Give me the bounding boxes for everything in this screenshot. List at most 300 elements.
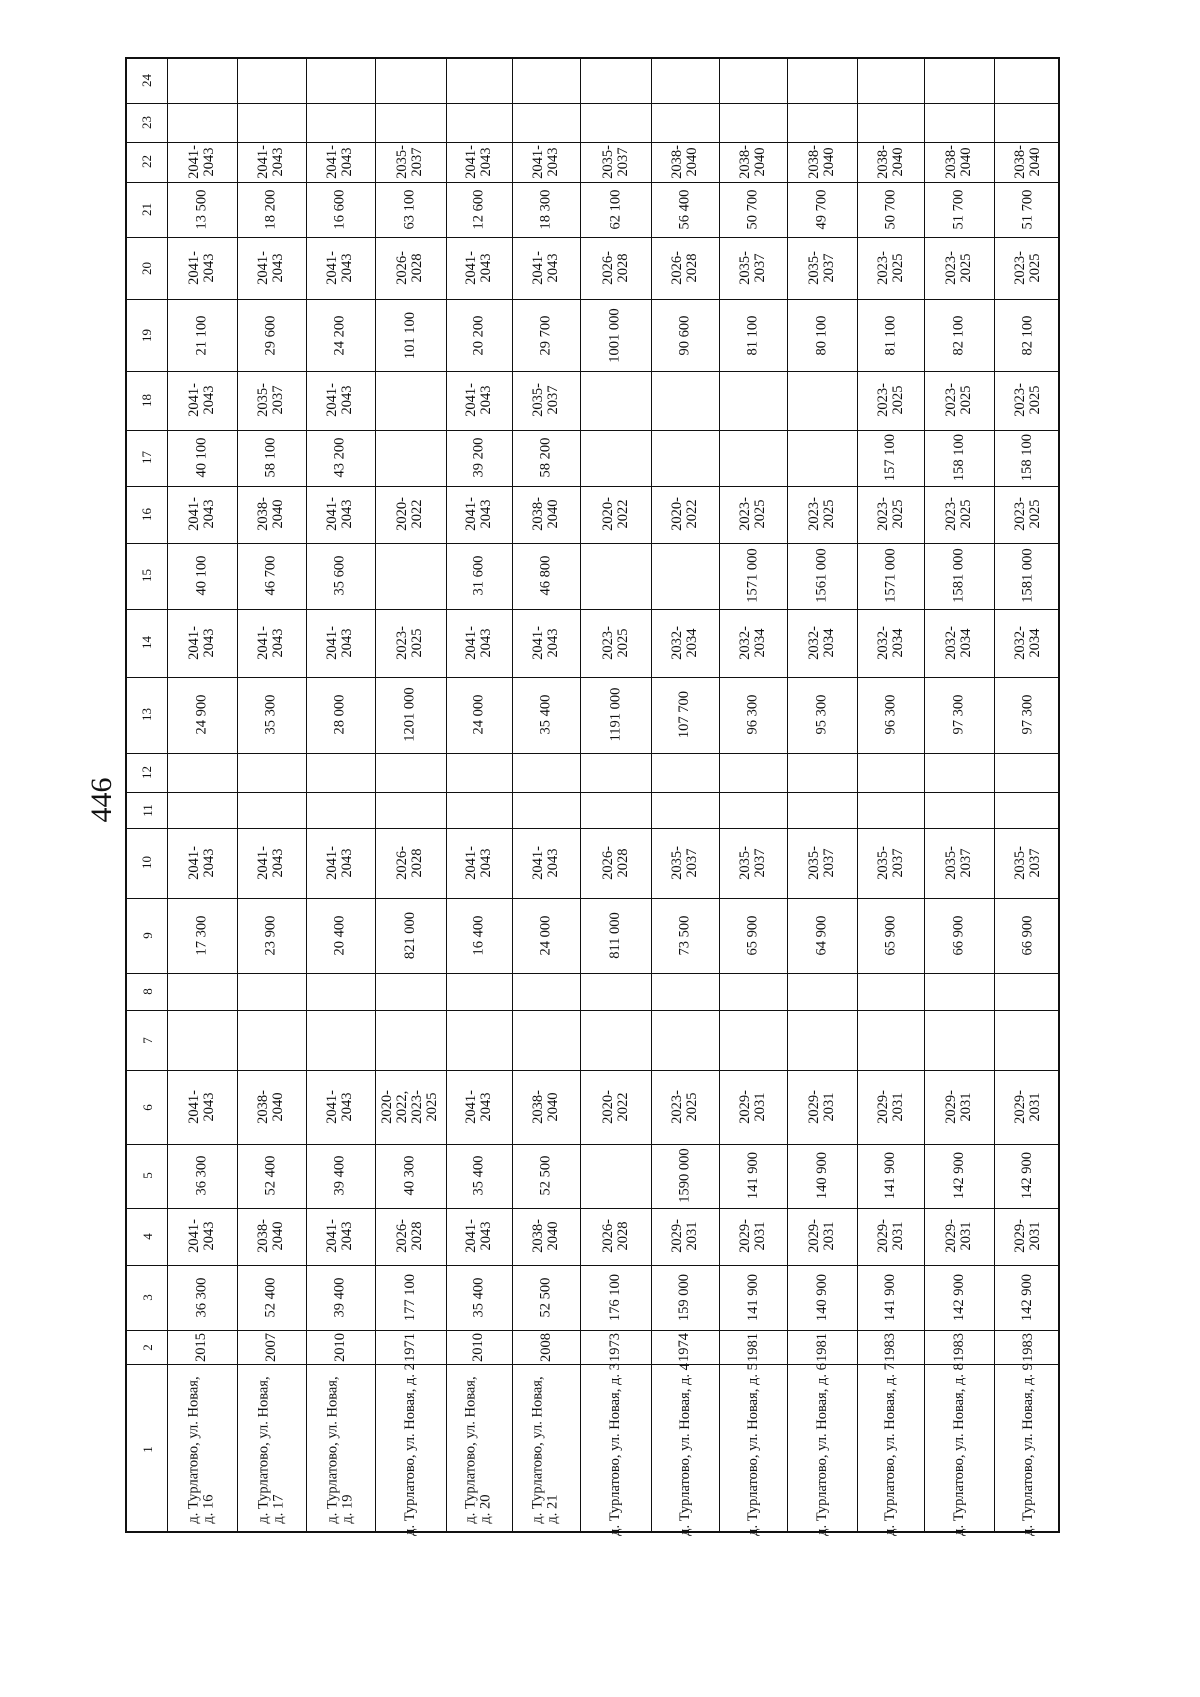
cell-value: 1983 (882, 1332, 899, 1362)
table-cell (580, 1265, 650, 1330)
cell-value: 2041- 2043 (185, 383, 217, 418)
cell-value: д. Турлатово, ул. Новая, д. 17 (255, 1376, 287, 1524)
cell-value: 2041- 2043 (185, 497, 217, 532)
cell-value: 2035- 2037 (668, 845, 700, 880)
table-cell (446, 299, 512, 371)
cell-value: 142 900 (950, 1152, 967, 1200)
cell-value: 18 300 (537, 189, 554, 230)
table-cell (651, 677, 720, 754)
table-cell (580, 1330, 650, 1364)
table-cell (446, 371, 512, 430)
table-cell (924, 543, 994, 609)
column-number: 14 (139, 636, 155, 650)
cell-value: 2023- 2025 (668, 1090, 700, 1125)
cell-value: 21 100 (193, 315, 210, 355)
table-cell (994, 543, 1062, 609)
cell-value: 2023- 2025 (874, 383, 906, 418)
cell-value: 2041- 2043 (324, 497, 356, 532)
table-cell (167, 371, 237, 430)
table-cell (994, 299, 1062, 371)
table-cell (237, 543, 306, 609)
cell-value: 2020- 2022 (668, 497, 700, 532)
cell-value: 1974 (676, 1332, 693, 1362)
cell-value: 2038- 2040 (806, 144, 838, 179)
cell-value: 23 900 (262, 915, 279, 956)
table-cell (512, 1265, 581, 1330)
cell-value: 142 900 (1019, 1152, 1036, 1200)
cell-value: 2023- 2025 (737, 497, 769, 532)
cell-value: 82 100 (1019, 315, 1036, 355)
cell-value: 90 600 (676, 315, 693, 355)
cell-value: д. Турлатово, ул. Новая, д. 19 (324, 1376, 356, 1524)
table-cell (580, 1364, 650, 1535)
cell-value: 1973 (606, 1332, 623, 1362)
cell-value: 2038- 2040 (943, 144, 975, 179)
table-cell (306, 299, 375, 371)
column-number: 7 (139, 1037, 155, 1044)
cell-value: 2041- 2043 (185, 144, 217, 179)
cell-value: 2041- 2043 (324, 1090, 356, 1125)
table-cell (651, 486, 720, 543)
cell-value: 31 600 (470, 556, 487, 596)
table-cell (787, 486, 857, 543)
table-cell (651, 1330, 720, 1364)
table-cell (446, 543, 512, 609)
cell-value: 1191 000 (606, 688, 623, 742)
cell-value: 2041- 2043 (462, 144, 494, 179)
cell-value: 1981 (813, 1332, 830, 1362)
table-cell (651, 898, 720, 974)
table-cell (167, 237, 237, 299)
table-cell (306, 182, 375, 237)
table-cell (994, 142, 1062, 183)
cell-value: 2035- 2037 (806, 251, 838, 286)
table-cell (306, 486, 375, 543)
cell-value: 46 700 (262, 556, 279, 596)
cell-value: 2032- 2034 (943, 625, 975, 660)
table-header-cell (127, 898, 167, 974)
column-number: 3 (139, 1294, 155, 1301)
cell-value: 58 200 (537, 437, 554, 478)
table-cell (375, 486, 446, 543)
cell-value: 56 400 (676, 189, 693, 230)
cell-value: 2038- 2040 (255, 1090, 287, 1125)
cell-value: 52 400 (262, 1277, 279, 1318)
cell-value: 2026- 2028 (599, 1219, 631, 1254)
cell-value: 2032- 2034 (737, 625, 769, 660)
table-cell (857, 1364, 924, 1535)
table-cell (237, 1208, 306, 1265)
cell-value: 58 100 (262, 437, 279, 478)
table-cell (924, 142, 994, 183)
column-number: 24 (139, 74, 155, 88)
column-number: 22 (139, 155, 155, 169)
cell-value: 2020- 2022, 2023- 2025 (379, 1090, 441, 1125)
column-number: 9 (139, 932, 155, 939)
table-cell (167, 543, 237, 609)
table-cell (719, 1208, 787, 1265)
cell-value: 2023- 2025 (943, 497, 975, 532)
cell-value: д. Турлатово, ул. Новая, д. 3 (607, 1363, 623, 1536)
table-cell (167, 1208, 237, 1265)
cell-value: 2010 (331, 1332, 348, 1362)
column-number: 5 (139, 1172, 155, 1180)
table-cell (994, 237, 1062, 299)
cell-value: 2041- 2043 (324, 144, 356, 179)
cell-value: 2041- 2043 (185, 1090, 217, 1125)
cell-value: 66 900 (1019, 915, 1036, 956)
cell-value: 2041- 2043 (255, 625, 287, 660)
table-cell (167, 677, 237, 754)
cell-value: 96 300 (744, 694, 761, 735)
table-cell (375, 1330, 446, 1364)
table-cell (375, 1364, 446, 1535)
table-cell (237, 142, 306, 183)
cell-value: 2035- 2037 (943, 845, 975, 880)
table-cell (787, 1208, 857, 1265)
table-header-cell (127, 59, 167, 103)
table-cell (446, 1330, 512, 1364)
table-cell (787, 677, 857, 754)
table-cell (167, 898, 237, 974)
table-header-cell (127, 792, 167, 828)
cell-value: 2029- 2031 (737, 1090, 769, 1125)
cell-value: 2023- 2025 (1012, 383, 1044, 418)
cell-value: 1971 (401, 1332, 418, 1362)
table-cell (580, 182, 650, 237)
cell-value: 2041- 2043 (462, 497, 494, 532)
column-number: 21 (139, 203, 155, 217)
table-cell (306, 1265, 375, 1330)
table-cell (306, 609, 375, 676)
table-cell (375, 142, 446, 183)
table-cell (924, 609, 994, 676)
cell-value: 158 100 (1019, 434, 1036, 482)
cell-value: 18 200 (262, 189, 279, 230)
table-cell (167, 142, 237, 183)
column-number: 6 (139, 1103, 155, 1111)
table-cell (375, 1144, 446, 1208)
cell-value: 2035- 2037 (394, 144, 426, 179)
table-cell (651, 237, 720, 299)
cell-value: д. Турлатово, ул. Новая, д. 8 (950, 1363, 967, 1536)
cell-value: 24 200 (331, 315, 348, 355)
cell-value: 2026- 2028 (394, 845, 426, 880)
table-cell (787, 1330, 857, 1364)
table-cell (512, 1144, 581, 1208)
table-cell (994, 677, 1062, 754)
table-cell (167, 828, 237, 897)
table-cell (167, 1070, 237, 1144)
table-cell (857, 543, 924, 609)
cell-value: 2032- 2034 (668, 625, 700, 660)
cell-value: 35 400 (470, 1277, 487, 1318)
table-cell (924, 1070, 994, 1144)
table-cell (580, 142, 650, 183)
table-cell (237, 1070, 306, 1144)
cell-value: 2041- 2043 (185, 845, 217, 880)
cell-value: 2007 (262, 1332, 279, 1362)
table-header-cell (127, 973, 167, 1010)
cell-value: 2041- 2043 (185, 1219, 217, 1254)
table-cell (719, 237, 787, 299)
cell-value: 2041- 2043 (530, 251, 562, 286)
table-cell (994, 1070, 1062, 1144)
cell-value: 1571 000 (882, 548, 899, 604)
table-cell (306, 1144, 375, 1208)
cell-value: 52 500 (537, 1277, 554, 1318)
cell-value: 65 900 (744, 915, 761, 956)
cell-value: 2023- 2025 (1012, 497, 1044, 532)
cell-value: 142 900 (1019, 1273, 1036, 1321)
table-cell (924, 898, 994, 974)
table-cell (375, 609, 446, 676)
cell-value: 2038- 2040 (255, 1219, 287, 1254)
table-cell (512, 1070, 581, 1144)
column-number: 16 (139, 507, 155, 521)
table-cell (512, 1330, 581, 1364)
table-cell (787, 1364, 857, 1535)
cell-value: 81 100 (744, 315, 761, 355)
table-cell (512, 182, 581, 237)
table-header-cell (127, 371, 167, 430)
table-cell (924, 486, 994, 543)
table-grid-line (127, 973, 1058, 974)
column-number: 1 (139, 1446, 155, 1453)
table-cell (306, 142, 375, 183)
table-header-cell (127, 299, 167, 371)
cell-value: 64 900 (813, 915, 830, 956)
table-cell (719, 486, 787, 543)
column-number: 11 (139, 804, 155, 817)
table-cell (857, 237, 924, 299)
cell-value: 2023- 2025 (943, 383, 975, 418)
table-cell (924, 299, 994, 371)
column-number: 4 (139, 1232, 155, 1240)
cell-value: 2035- 2037 (530, 383, 562, 418)
table-cell (512, 299, 581, 371)
cell-value: 2041- 2043 (185, 625, 217, 660)
cell-value: 1561 000 (813, 548, 830, 604)
table-cell (787, 142, 857, 183)
table-cell (237, 898, 306, 974)
cell-value: 2041- 2043 (462, 625, 494, 660)
column-number: 23 (139, 115, 155, 129)
table-cell (719, 1364, 787, 1535)
cell-value: 2010 (470, 1332, 487, 1362)
table-cell (580, 1208, 650, 1265)
table-cell (787, 543, 857, 609)
table-cell (857, 299, 924, 371)
cell-value: 2041- 2043 (462, 1090, 494, 1125)
table-cell (237, 1330, 306, 1364)
cell-value: 2029- 2031 (1012, 1090, 1044, 1125)
table-cell (446, 677, 512, 754)
cell-value: 2015 (193, 1332, 210, 1362)
cell-value: 17 300 (193, 915, 210, 956)
table-cell (719, 1265, 787, 1330)
cell-value: 2026- 2028 (599, 845, 631, 880)
table-cell (580, 677, 650, 754)
cell-value: д. Турлатово, ул. Новая, д. 4 (676, 1363, 693, 1536)
table-header-cell (127, 182, 167, 237)
table-cell (924, 1364, 994, 1535)
cell-value: 2032- 2034 (874, 625, 906, 660)
table-header-cell (127, 1070, 167, 1144)
cell-value: 2035- 2037 (806, 845, 838, 880)
table-cell (924, 1265, 994, 1330)
cell-value: 82 100 (950, 315, 967, 355)
cell-value: 97 300 (1019, 694, 1036, 735)
cell-value: 2041- 2043 (462, 383, 494, 418)
table-header-cell (127, 753, 167, 792)
cell-value: 40 300 (401, 1156, 418, 1196)
cell-value: 1983 (950, 1332, 967, 1362)
cell-value: 1571 000 (744, 548, 761, 604)
table-header-cell (127, 237, 167, 299)
table-cell (994, 1208, 1062, 1265)
table-cell (306, 677, 375, 754)
cell-value: 177 100 (401, 1273, 418, 1321)
table-cell (167, 182, 237, 237)
table-cell (237, 371, 306, 430)
cell-value: 2041- 2043 (324, 625, 356, 660)
table-cell (994, 1265, 1062, 1330)
cell-value: 141 900 (882, 1273, 899, 1321)
table-cell (512, 1364, 581, 1535)
cell-value: 2041- 2043 (462, 845, 494, 880)
table-cell (237, 1144, 306, 1208)
table-grid-line (127, 1010, 1058, 1011)
table-cell (994, 898, 1062, 974)
table-header-cell (127, 430, 167, 486)
table-cell (306, 543, 375, 609)
cell-value: д. Турлатово, ул. Новая, д. 20 (462, 1376, 494, 1524)
cell-value: 157 100 (882, 434, 899, 482)
table-cell (512, 1208, 581, 1265)
table-cell (719, 142, 787, 183)
table-header-cell (127, 486, 167, 543)
cell-value: 97 300 (950, 694, 967, 735)
table-cell (167, 609, 237, 676)
table-cell (994, 609, 1062, 676)
cell-value: д. Турлатово, ул. Новая, д. 21 (530, 1376, 562, 1524)
table-header-cell (127, 1364, 167, 1535)
table-cell (651, 182, 720, 237)
cell-value: 2038- 2040 (530, 497, 562, 532)
table-cell (375, 1265, 446, 1330)
cell-value: 2023- 2025 (806, 497, 838, 532)
table-cell (651, 1265, 720, 1330)
cell-value: 2029- 2031 (668, 1219, 700, 1254)
table-cell (446, 1208, 512, 1265)
cell-value: 159 000 (676, 1273, 693, 1321)
cell-value: 101 100 (401, 311, 418, 359)
cell-value: 12 600 (470, 189, 487, 230)
cell-value: 36 300 (193, 1277, 210, 1318)
cell-value: 2023- 2025 (874, 497, 906, 532)
table-cell (446, 237, 512, 299)
table-grid-line (127, 753, 1058, 754)
column-number: 20 (139, 261, 155, 275)
table-cell (787, 609, 857, 676)
cell-value: 2041- 2043 (185, 251, 217, 286)
table-cell (719, 898, 787, 974)
table-cell (857, 1144, 924, 1208)
cell-value: 2038- 2040 (255, 497, 287, 532)
table-cell (651, 1144, 720, 1208)
table-cell (924, 1208, 994, 1265)
table-cell (512, 142, 581, 183)
cell-value: 142 900 (950, 1273, 967, 1321)
table-cell (857, 1265, 924, 1330)
table-cell (924, 430, 994, 486)
table-cell (857, 1330, 924, 1364)
table-cell (375, 828, 446, 897)
table-cell (719, 543, 787, 609)
table-cell (719, 1330, 787, 1364)
cell-value: д. Турлатово, ул. Новая, д. 16 (185, 1376, 217, 1524)
cell-value: 2035- 2037 (255, 383, 287, 418)
table-cell (857, 371, 924, 430)
table-cell (580, 828, 650, 897)
table-cell (512, 609, 581, 676)
table-cell (994, 1364, 1062, 1535)
table-header-cell (127, 677, 167, 754)
cell-value: 65 900 (882, 915, 899, 956)
table-cell (306, 237, 375, 299)
cell-value: 2041- 2043 (255, 845, 287, 880)
table-cell (924, 371, 994, 430)
table-cell (446, 1265, 512, 1330)
cell-value: 2008 (537, 1332, 554, 1362)
table-cell (857, 609, 924, 676)
cell-value: 24 000 (537, 915, 554, 956)
table-cell (237, 237, 306, 299)
column-number: 10 (139, 856, 155, 870)
table-cell (787, 1070, 857, 1144)
column-number: 2 (139, 1343, 155, 1351)
table-cell (446, 486, 512, 543)
table-cell (857, 142, 924, 183)
cell-value: 1201 000 (401, 687, 418, 743)
table-cell (446, 142, 512, 183)
cell-value: 80 100 (813, 315, 830, 355)
table-header-cell (127, 1144, 167, 1208)
table-cell (924, 828, 994, 897)
column-number: 15 (139, 569, 155, 583)
cell-value: 95 300 (813, 694, 830, 735)
table-cell (857, 182, 924, 237)
cell-value: 35 400 (470, 1156, 487, 1196)
table-header-cell (127, 103, 167, 142)
table-cell (446, 1070, 512, 1144)
table-cell (651, 142, 720, 183)
cell-value: д. Турлатово, ул. Новая, д. 5 (744, 1363, 761, 1536)
table-cell (857, 828, 924, 897)
cell-value: 141 900 (744, 1273, 761, 1321)
cell-value: 73 500 (676, 915, 693, 956)
cell-value: 2029- 2031 (874, 1090, 906, 1125)
cell-value: 2023- 2025 (599, 625, 631, 660)
cell-value: 1983 (1019, 1332, 1036, 1362)
cell-value: 811 000 (606, 912, 623, 959)
cell-value: 39 400 (331, 1277, 348, 1318)
table-cell (306, 1208, 375, 1265)
table-cell (167, 1330, 237, 1364)
column-number: 17 (139, 451, 155, 465)
table-cell (787, 898, 857, 974)
